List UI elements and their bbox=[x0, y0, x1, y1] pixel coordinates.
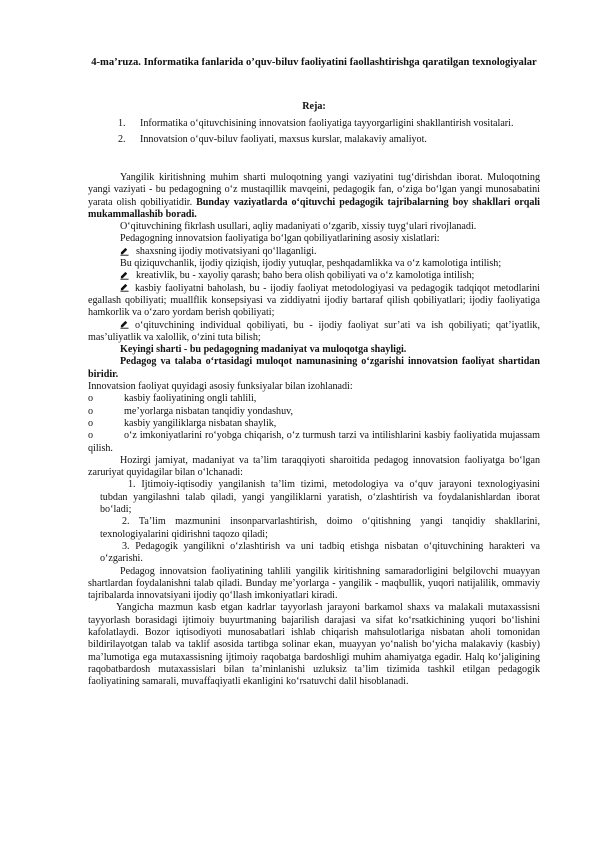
plan-list bbox=[118, 118, 540, 147]
intro-text: Yangilik kiritishning muhim sharti muloqotning yangi vaziyatini tug‘dirishdan iborat. Muloqotning yangi vaziyati - bu pedagogning o‘z mustaqillik mavqeini, pedagogik fan, o‘ziga bo‘lgan yangi munosabatini yarata olish qobiliyatidir. bbox=[88, 172, 540, 208]
circle-bullet: o bbox=[88, 405, 94, 417]
function-item bbox=[88, 393, 540, 405]
function-item bbox=[88, 418, 540, 430]
item-number: 3. bbox=[122, 540, 130, 552]
function-item bbox=[88, 406, 540, 418]
numbered-item bbox=[88, 516, 540, 541]
item-text: Ijtimoiy-iqtisodiy yangilanish ta’lim tizimi, metodologiya va o‘quv jarayoni texnologiyasini tubdan yangilashni talab qiladi, yangi yangiliklarni yaratish, o‘zlashtirish va foydalanishlardan iborat bo‘ladi; bbox=[100, 479, 540, 516]
plan-item bbox=[118, 134, 540, 146]
bullet-text: shaxsning ijodiy motivatsiyani qo‘llaganligi. bbox=[136, 245, 317, 257]
bullet-item bbox=[88, 270, 540, 282]
bullet-item bbox=[88, 283, 540, 320]
pencil-bullet-icon bbox=[120, 283, 129, 292]
bullet-text: kreativlik, bu - xayoliy qarash; baho bera olish qobiliyati va o‘z kamolotiga intilish; bbox=[136, 270, 475, 282]
bullet-text: o‘qituvchining individual qobiliyati, bu - ijodiy faoliyat sur’ati va ish qobiliyati; qat’iyatlik, mas’uliyatlik va xalollik, o‘zini tuta bilish; bbox=[88, 319, 540, 343]
paragraph: Hozirgi jamiyat, madaniyat va ta’lim taraqqiyoti sharoitida pedagog innovatsion faoliyatga bo‘lgan zaruriyat quyidagilar bilan o‘lchanadi: bbox=[88, 454, 540, 479]
bullet-text: kasbiy faoliyatni baholash, bu - ijodiy faoliyat metodologiyasi va pedagogik tadqiqot metodlarini egallash qobiliyati; muallflik konsepsiyasi va ziddiyatni ijodiy bartaraf qilish qobiliyatlari; ijodiy faoliyatiga hamkorlik va o‘zaro yordam berish qobiliyati; bbox=[88, 282, 540, 319]
numbered-item bbox=[88, 479, 540, 516]
function-text: me’yorlarga nisbatan tanqidiy yondashuv, bbox=[124, 405, 294, 417]
plan-item-text: Informatika o‘qituvchisining innovatsion faoliyatiga tayyorgarligini shakllantirish vositalari. bbox=[140, 118, 514, 129]
function-item bbox=[88, 430, 540, 455]
bold-paragraph: Pedagog va talaba o‘rtasidagi muloqot namunasining o‘zgarishi innovatsion faoliyat shartidan biridir. bbox=[88, 356, 540, 380]
plan-item-number: 1. bbox=[118, 118, 126, 129]
bullet-item bbox=[88, 246, 540, 258]
function-text: o‘z imkoniyatlarini ro‘yobga chiqarish, o‘z turmush tarzi va intilishlarini kasbiy faoliyatida mujassam qilish. bbox=[88, 430, 540, 454]
numbered-item bbox=[88, 541, 540, 566]
function-text: kasbiy faoliyatining ongli tahlili, bbox=[124, 393, 257, 405]
paragraph: Yangicha mazmun kasb etgan kadrlar tayyorlash jarayoni barkamol shaxs va malakali mutaxassisni tayyorlash borasidagi ijtimoiy buyurtmaning bajarilish darajasi va sifat ko‘rsatkichining yuqori bo‘lishini kafolatlaydi. Bozor iqtisodiyoti munosabatlari ishlab chiqarish mahsulotlariga nisbatan aholi tomonidan bildirilayotgan talab va taklif asosida tartibga solinar ekan, muayyan yo‘nalish bo‘yicha malakaviy (kasbiy) ma’lumotiga ega mutaxassisning ijtimoiy raqobatga bardoshligi muhim ahamiyatga egadir. Halq ko‘jaligining raqobatbardosh mutaxassislari bilan ta’minlanishi uzluksiz ta’lim tizimida tashkil etilgan pedagogik faoliyatining samarali, muvaffaqiyatli ekanligini ko‘rsatuvchi dalil hisoblanadi. bbox=[88, 602, 540, 688]
functions-intro: Innovatsion faoliyat quyidagi asosiy funksiyalar bilan izohlanadi: bbox=[88, 381, 353, 393]
pencil-bullet-icon bbox=[120, 320, 129, 329]
paragraph: Bu qiziquvchanlik, ijodiy qiziqish, ijodiy yutuqlar, peshqadamlikka va o‘z kamolotiga intilish; bbox=[120, 258, 502, 270]
circle-bullet: o bbox=[88, 417, 94, 429]
paragraph: O‘qituvchining fikrlash usullari, aqliy madaniyati o‘zgarib, xissiy tuyg‘ulari rivojlanadi. bbox=[120, 221, 477, 233]
bullet-item bbox=[88, 320, 540, 345]
lecture-body bbox=[88, 172, 540, 688]
function-text: kasbiy yangiliklarga nisbatan shaylik, bbox=[124, 417, 277, 429]
paragraph: Pedagogning innovatsion faoliyatiga bo‘lgan qobiliyatlarining asosiy xislatlari: bbox=[120, 233, 440, 245]
intro-bold-text: Bunday vaziyatlarda o‘qituvchi pedagogik tajribalarning boy shakllari orqali mukammallashib boradi. bbox=[88, 196, 540, 220]
plan-item-number: 2. bbox=[118, 134, 126, 146]
plan-item-text: Innovatsion o‘quv-biluv faoliyati, maxsus kurslar, malakaviy amaliyot. bbox=[140, 134, 427, 146]
paragraph: Pedagog innovatsion faoliyatining tahlili yangilik kiritishning samaradorligini belgilovchi muayyan shartlardan foydalanishni talab qiladi. Bunday me’yorlarga - yangilik - maqbullik, yuqori natijalilik, ommaviy tajribalarda innovatsiyani ijodiy qo‘llash imkoniyatlari kiradi. bbox=[88, 565, 540, 602]
pencil-bullet-icon bbox=[120, 247, 129, 256]
item-number: 1. bbox=[128, 479, 136, 491]
item-text: Pedagogik yangilikni o‘zlashtirish va uni tadbiq etishga nisbatan o‘qituvchining harakteri va o‘zgarishi. bbox=[100, 540, 540, 565]
item-text: Ta’lim mazmunini insonparvarlashtirish, doimo o‘qitishning yangi tanqidiy shakllarini, texnologiyalarini qidirishni taqozo qiladi; bbox=[100, 516, 540, 540]
bold-paragraph: Keyingi sharti - bu pedagogning madaniyat va muloqotga shayligi. bbox=[120, 344, 407, 356]
circle-bullet: o bbox=[88, 393, 94, 405]
pencil-bullet-icon bbox=[120, 271, 129, 280]
lecture-title: 4-ma’ruza. Informatika fanlarida o’quv-biluv faoliyatini faollashtirishga qaratilgan texnologiyalar bbox=[91, 57, 537, 68]
plan-item bbox=[118, 118, 540, 130]
item-number: 2. bbox=[122, 516, 130, 528]
circle-bullet: o bbox=[88, 430, 94, 442]
intro-paragraph bbox=[88, 172, 540, 221]
plan-heading: Reja: bbox=[302, 101, 326, 112]
